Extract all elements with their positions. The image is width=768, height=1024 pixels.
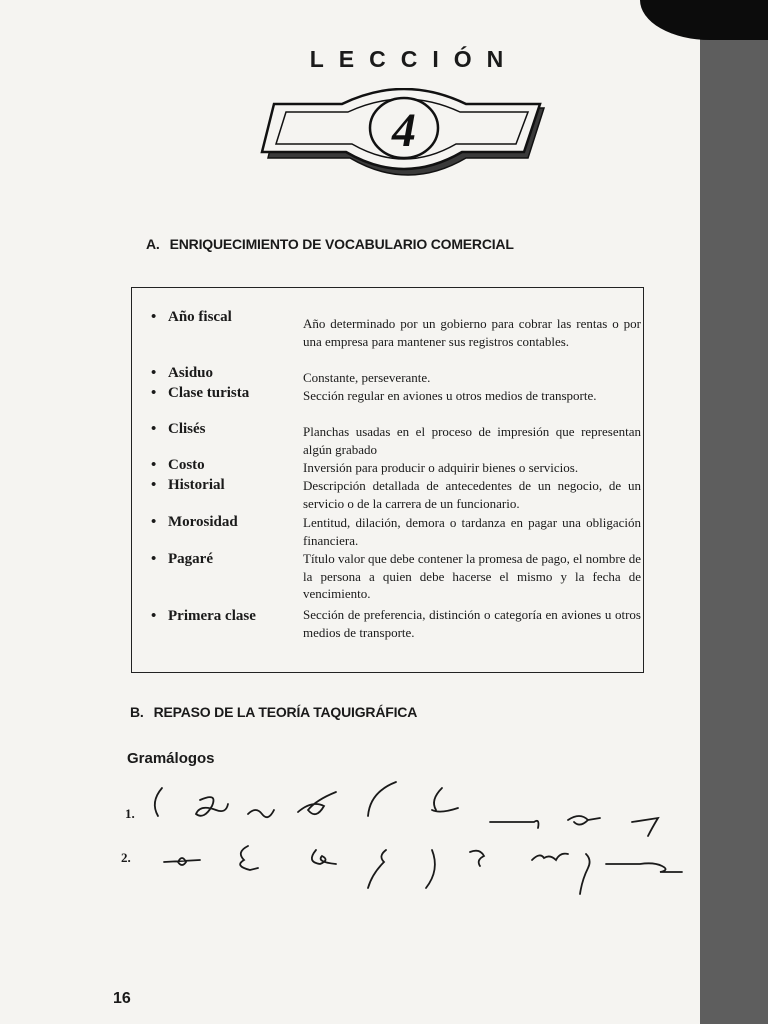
shorthand-outline [368,782,396,816]
shorthand-outline [632,818,658,836]
section-a-title: ENRIQUECIMIENTO DE VOCABULARIO COMERCIAL [169,236,514,252]
vocab-term: • Clase turista [151,385,250,401]
vocab-definition: Año determinado por un gobierno para cobrar las rentas o por una empresa para mantener sus registros contables. [303,316,641,349]
vocab-definition: Constante, perseverante. [303,370,431,385]
vocab-definition: Título valor que debe contener la promesa de pago, el nombre de la persona a quien debe hacerse el mismo y la fecha de vencimiento. [303,551,641,601]
shorthand-outline [568,816,600,825]
shorthand-outline [298,792,336,814]
section-b-letter: B. [130,704,144,720]
page-number: 16 [113,990,131,1007]
vocab-definition: Sección regular en aviones u otros medios de transporte. [303,388,597,403]
vocab-definition: Lentitud, dilación, demora o tardanza en pagar una obligación financiera. [303,515,641,548]
section-a-heading [146,236,514,252]
vocab-definition: Inversión para producir o adquirir bienes o servicios. [303,460,579,475]
shorthand-outline [580,854,590,894]
shorthand-outline [155,788,162,816]
vocab-term: • Historial [151,477,225,493]
shorthand-outline [312,850,336,864]
shorthand-outline [490,821,539,828]
vocab-definition: Sección de preferencia, distinción o categoría en aviones u otros medios de transporte. [303,607,641,640]
shorthand-outline [248,810,274,817]
section-b-title: REPASO DE LA TEORÍA TAQUIGRÁFICA [153,704,418,720]
vocabulary-table [131,287,644,673]
shorthand-outline [368,850,386,888]
shorthand-outline [240,846,258,870]
vocab-term: • Pagaré [151,551,213,567]
vocab-term: • Asiduo [151,365,214,381]
vocab-term: • Clisés [151,421,206,437]
gramalogos-heading: Gramálogos [127,750,215,767]
vocab-definition: Planchas usadas en el proceso de impresión que representan algún grabado [303,424,641,457]
shorthand-outline [606,863,682,872]
shorthand-outline [432,788,458,812]
vocab-term: • Año fiscal [151,309,232,325]
vocab-definition: Descripción detallada de antecedentes de un negocio, de un servicio o de la carrera de un funcionario. [303,478,641,511]
vocab-term: • Morosidad [151,514,238,530]
shorthand-outline [532,854,568,860]
exercise-row-number: 1. [125,806,135,821]
shorthand-outline [164,858,200,865]
lesson-number: 4 [392,104,416,157]
vocab-term: • Costo [151,457,205,473]
shorthand-outline [426,850,435,888]
section-b-heading [130,704,417,720]
lesson-number-badge [258,88,548,188]
lesson-title: LECCIÓN [309,46,519,72]
shorthand-strokes [140,770,700,900]
shorthand-outline [470,851,484,866]
vocab-term: • Primera clase [151,608,256,624]
exercise-row-number: 2. [121,850,131,865]
shorthand-outline [196,797,228,816]
section-a-letter: A. [146,236,160,252]
page-corner-shadow [640,0,768,40]
